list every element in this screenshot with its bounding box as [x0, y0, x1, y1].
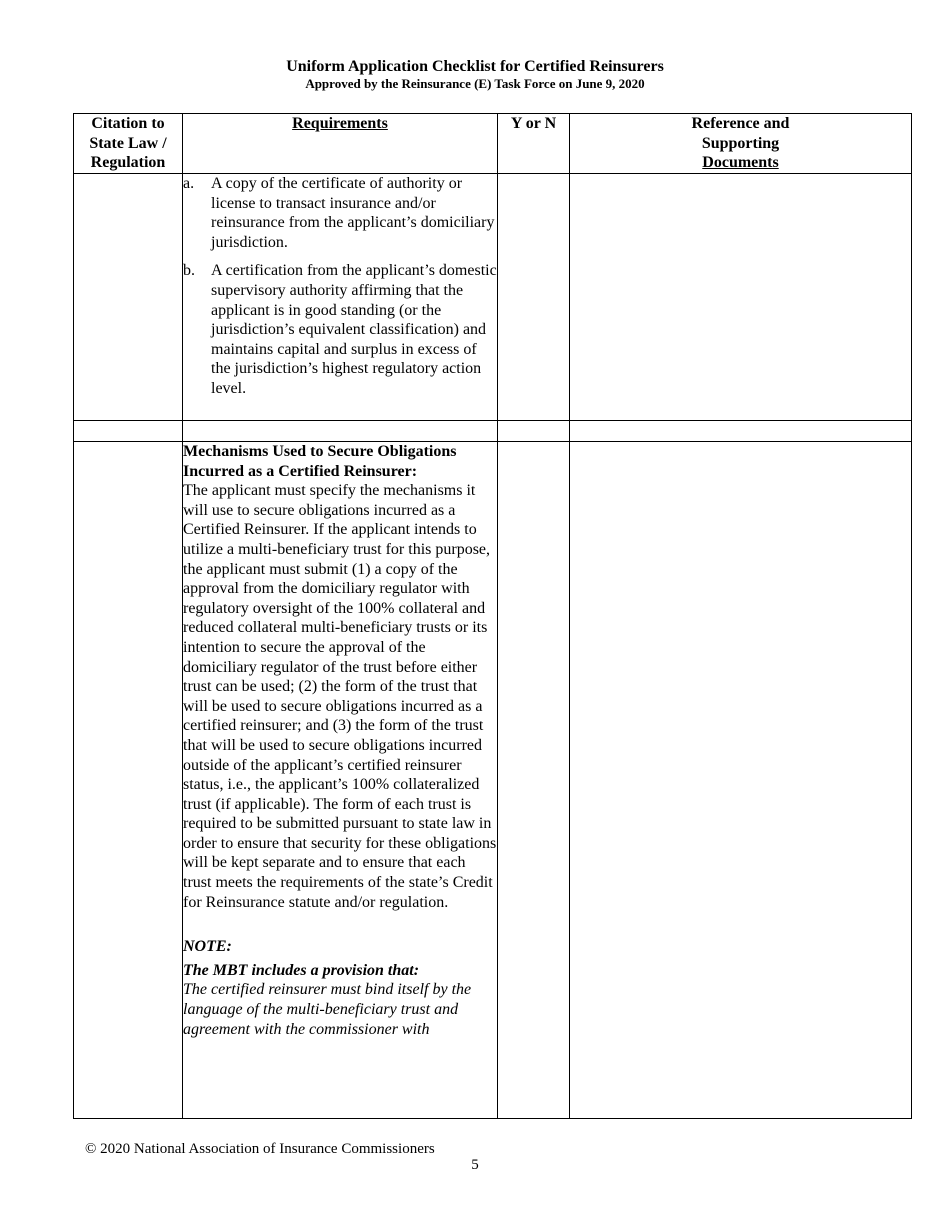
table-row	[74, 174, 912, 421]
yn-cell[interactable]	[498, 442, 570, 1119]
document-subtitle: Approved by the Reinsurance (E) Task Force on June 9, 2020	[305, 76, 645, 91]
requirements-cell	[183, 174, 498, 421]
reference-header-line: Reference and	[691, 115, 790, 132]
yn-cell[interactable]	[498, 174, 570, 421]
citation-header-line: Regulation	[90, 154, 166, 172]
requirements-cell	[183, 442, 498, 1119]
mbt-text: The certified reinsurer must bind itself by the language of the multi-beneficiary trust and agreement with the commissioner with	[183, 981, 472, 1038]
list-item-text: A certification from the applicant’s domestic supervisory authority affirming that the applicant is in good standing (or the jurisdiction’s equivalent classification) and maintains capital and surplus in excess of the jurisdiction’s highest regulatory action level.	[211, 262, 497, 397]
citation-header-line: Citation to	[91, 115, 165, 132]
citation-column-header	[74, 114, 183, 174]
footer-copyright: © 2020 National Association of Insurance Commissioners	[85, 1141, 435, 1157]
note-label: NOTE:	[183, 938, 232, 956]
citation-header-line: State Law /	[89, 134, 167, 152]
reference-column-header	[570, 114, 912, 174]
citation-cell	[74, 442, 183, 1119]
reference-cell[interactable]	[570, 421, 912, 442]
citation-cell	[74, 421, 183, 442]
yn-cell[interactable]	[498, 421, 570, 442]
table-row	[74, 442, 912, 1119]
table-header-row	[74, 114, 912, 174]
list-item-letter: b.	[183, 262, 195, 280]
reference-header-line: Documents	[702, 154, 779, 172]
mechanisms-body: The applicant must specify the mechanisms it will use to secure obligations incurred as a Certified Reinsurer. If the applicant intends to utilize a multi-beneficiary trust for this purpose, the applicant must submit (1) a copy of the approval from the domiciliary regulator with regulatory oversight of the 100% collateral and reduced collateral multi-beneficiary trusts or its intention to secure the approval of the domiciliary regulator of the trust before either trust can be used; (2) the form of the trust that will be used to secure obligations incurred as a certified reinsurer; and (3) the form of the trust that will be used to secure obligations incurred outside of the applicant’s certified reinsurer status, i.e., the applicant’s 100% collateralized trust (if applicable). The form of each trust is required to be submitted pursuant to state law in order to ensure that security for these obligations will be kept separate and to ensure that each trust meets the requirements of the state’s Credit for Reinsurance statute and/or regulation.	[183, 482, 497, 911]
requirements-header-label: Requirements	[292, 115, 388, 132]
reference-header-line: Supporting	[701, 134, 780, 152]
reference-cell[interactable]	[570, 442, 912, 1119]
list-item-text: A copy of the certificate of authority or license to transact insurance and/or reinsurance from the applicant’s domiciliary jurisdiction.	[211, 175, 495, 251]
document-title: Uniform Application Checklist for Certified Reinsurers	[286, 58, 664, 75]
mbt-title: The MBT includes a provision that:	[183, 961, 420, 979]
yn-column-header: Y or N	[498, 114, 570, 174]
reference-cell[interactable]	[570, 174, 912, 421]
page-number: 5	[471, 1157, 479, 1173]
mechanisms-title: Mechanisms Used to Secure Obligations Incurred as a Certified Reinsurer:	[183, 443, 457, 480]
citation-cell	[74, 174, 183, 421]
requirements-cell	[183, 421, 498, 442]
document-header	[0, 57, 950, 92]
list-item-letter: a.	[183, 175, 195, 192]
checklist-table	[73, 113, 912, 1119]
list-item	[183, 174, 497, 252]
list-item	[183, 261, 497, 398]
table-row	[74, 421, 912, 442]
requirements-column-header	[183, 114, 498, 174]
